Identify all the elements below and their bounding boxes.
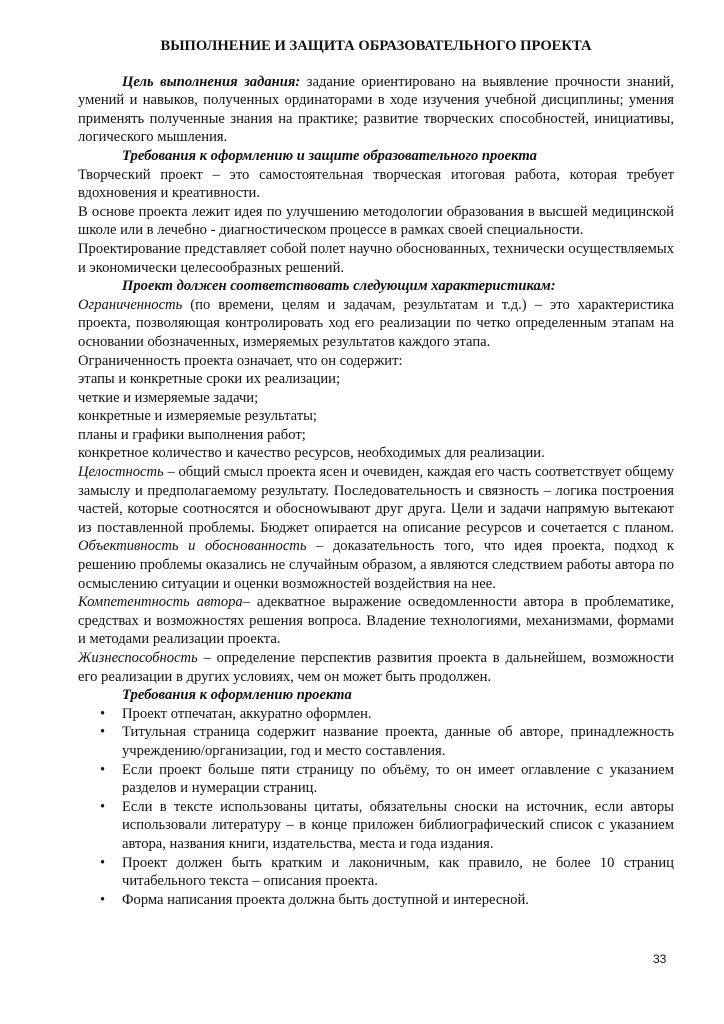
goal-paragraph bbox=[78, 73, 674, 147]
limitedness-item-1: этапы и конкретные сроки их реализации; bbox=[78, 371, 341, 388]
viability-paragraph bbox=[78, 649, 674, 686]
objectivity-term: Объективность и обоснованность bbox=[78, 538, 307, 555]
integrity-term: Целостность bbox=[78, 464, 164, 481]
list-item: • Проект должен быть кратким и лаконичным, как правило, не более 10 страниц читабельного текста – описания проекта. bbox=[78, 854, 674, 891]
list-item: • Проект отпечатан, аккуратно оформлен. bbox=[78, 705, 674, 724]
intro-paragraph-3: Проектирование представляет собой полет научно обоснованных, технически осуществляемых и экономически целесообразных решений. bbox=[78, 240, 674, 276]
limitedness-contains: Ограниченность проекта означает, что он содержит: bbox=[78, 352, 403, 369]
page-title: ВЫПОЛНЕНИЕ И ЗАЩИТА ОБРАЗОВАТЕЛЬНОГО ПРОЕКТА bbox=[160, 38, 592, 54]
limitedness-item-5: конкретное количество и качество ресурсов, необходимых для реализации. bbox=[78, 445, 545, 462]
list-item: • Форма написания проекта должна быть доступной и интересной. bbox=[78, 891, 674, 910]
competence-paragraph bbox=[78, 593, 674, 649]
limitedness-term: Ограниченность bbox=[78, 296, 183, 313]
objectivity-text: – доказательность того, что идея проекта, подход к решению проблемы оказались не случайным образом, а являются следствием работы автора по осмыслению ситуации и оценки возможностей воздействия на нее. bbox=[78, 538, 674, 592]
limitedness-item-2: четкие и измеряемые задачи; bbox=[78, 389, 259, 406]
list-item: • Титульная страница содержит название проекта, данные об авторе, принадлежность учреждению/организации, год и место составления. bbox=[78, 723, 674, 760]
integrity-paragraph bbox=[78, 463, 674, 593]
viability-text: – определение перспектив развития проекта в дальнейшем, возможности его реализации в других условиях, чем он может быть продолжен. bbox=[78, 650, 674, 685]
competence-text: – адекватное выражение осведомленности автора в проблематике, средствах и возможностях решения вопроса. Владение технологиями, механизмами, формами и методами реализации проекта. bbox=[78, 594, 674, 648]
requirements-list bbox=[78, 705, 674, 910]
competence-term: Компетентность автора bbox=[78, 594, 243, 611]
section-heading-1: Требования к оформлению и защите образовательного проекта bbox=[122, 147, 537, 164]
page-number: 33 bbox=[653, 952, 667, 966]
intro-paragraph-1: Творческий проект – это самостоятельная творческая итоговая работа, которая требует вдохновения и креативности. bbox=[78, 166, 674, 202]
document-page bbox=[78, 37, 674, 909]
list-item: • Если в тексте использованы цитаты, обязательны сноски на источник, если авторы использовали литературу – в конце приложен библиографический список с указанием автора, названия книги, издательства, места и года издания. bbox=[78, 798, 674, 854]
intro-paragraph-2: В основе проекта лежит идея по улучшению методологии образования в высшей медицинской школе или в лечебно - диагностическом процессе в рамках своей специальности. bbox=[78, 203, 674, 239]
list-item: • Если проект больше пяти страницу по объёму, то он имеет оглавление с указанием разделов и нумерации страниц. bbox=[78, 761, 674, 798]
limitedness-item-3: конкретные и измеряемые результаты; bbox=[78, 408, 317, 425]
goal-label: Цель выполнения задания: bbox=[122, 73, 301, 90]
limitedness-text: (по времени, целям и задачам, результатам и т.д.) – это характеристика проекта, позволяющая контролировать ход его реализации по четко определенным этапам на основании обозначенных, измеряемых результатов каждого этапа. bbox=[78, 296, 674, 350]
viability-term: Жизнеспособность bbox=[78, 650, 198, 666]
goal-text: задание ориентировано на выявление прочности знаний, умений и навыков, полученных ординаторами в ходе изучения учебной дисциплины; умения применять полученные знания на практике; развитие творческих способностей, инициативы, логического мышления. bbox=[78, 73, 674, 146]
section-heading-3: Требования к оформлению проекта bbox=[122, 687, 352, 704]
integrity-text: – общий смысл проекта ясен и очевиден, каждая его часть соответствует общему замыслу и предполагаемому результату. Последовательность и связность – логика построения частей, которые соотносятся и обоснowывают друг друга. Цели и задачи напрямую вытекают из поставленной проблемы. Бюджет опирается на описание ресурсов и сочетается с планом. bbox=[78, 464, 674, 536]
limitedness-paragraph bbox=[78, 296, 674, 352]
section-heading-2: Проект должен соответствовать следующим характеристикам: bbox=[122, 278, 556, 295]
limitedness-item-4: планы и графики выполнения работ; bbox=[78, 426, 306, 443]
